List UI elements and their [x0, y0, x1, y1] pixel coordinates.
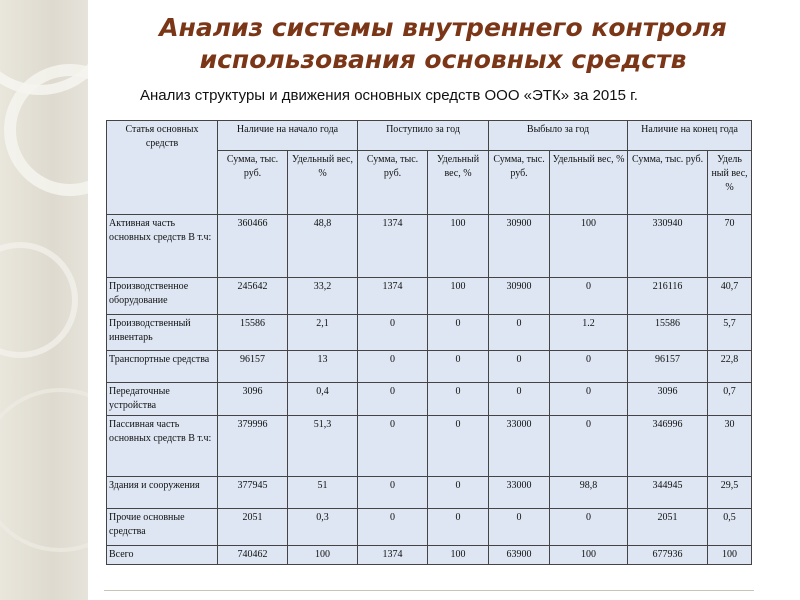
cell: 1374 — [358, 278, 428, 315]
cell: 0,5 — [708, 509, 752, 546]
header-share: Удельный вес, % — [288, 151, 358, 215]
table-row — [107, 315, 752, 351]
header-sum: Сумма, тыс. руб. — [489, 151, 550, 215]
header-share: Удель ный вес, % — [708, 151, 752, 215]
cell: 15586 — [628, 315, 708, 351]
cell: 48,8 — [288, 215, 358, 278]
cell: 2051 — [628, 509, 708, 546]
cell: 0 — [550, 278, 628, 315]
table-row — [107, 477, 752, 509]
cell: 0 — [428, 477, 489, 509]
cell: 13 — [288, 351, 358, 383]
cell: 30900 — [489, 278, 550, 315]
cell: 330940 — [628, 215, 708, 278]
cell: 360466 — [218, 215, 288, 278]
cell: 96157 — [628, 351, 708, 383]
header-group-end: Наличие на конец года — [628, 121, 752, 151]
cell: 1374 — [358, 215, 428, 278]
cell: 0 — [358, 416, 428, 477]
cell: 51,3 — [288, 416, 358, 477]
cell: 379996 — [218, 416, 288, 477]
cell: 0 — [428, 509, 489, 546]
cell: 98,8 — [550, 477, 628, 509]
cell: 0 — [550, 383, 628, 416]
table-row — [107, 351, 752, 383]
cell: 100 — [550, 546, 628, 565]
cell: 1.2 — [550, 315, 628, 351]
table-row-total — [107, 546, 752, 565]
header-sum: Сумма, тыс. руб. — [628, 151, 708, 215]
cell: 0 — [358, 315, 428, 351]
cell: 51 — [288, 477, 358, 509]
row-item: Пассивная часть основных средств В т.ч: — [107, 416, 218, 477]
table-row — [107, 215, 752, 278]
table-subtitle: Анализ структуры и движения основных средств ООО «ЭТК» за 2015 г. — [140, 87, 638, 104]
cell: 0 — [358, 383, 428, 416]
row-item: Прочие основные средства — [107, 509, 218, 546]
header-group-start: Наличие на начало года — [218, 121, 358, 151]
row-item: Всего — [107, 546, 218, 565]
cell: 15586 — [218, 315, 288, 351]
header-group-received: Поступило за год — [358, 121, 489, 151]
cell: 344945 — [628, 477, 708, 509]
cell: 33,2 — [288, 278, 358, 315]
cell: 100 — [428, 278, 489, 315]
cell: 3096 — [218, 383, 288, 416]
header-sum: Сумма, тыс. руб. — [218, 151, 288, 215]
cell: 30 — [708, 416, 752, 477]
cell: 33000 — [489, 477, 550, 509]
cell: 0 — [550, 416, 628, 477]
cell: 0,4 — [288, 383, 358, 416]
cell: 0 — [489, 351, 550, 383]
cell: 0 — [428, 383, 489, 416]
cell: 377945 — [218, 477, 288, 509]
cell: 0,3 — [288, 509, 358, 546]
cell: 3096 — [628, 383, 708, 416]
cell: 5,7 — [708, 315, 752, 351]
table-row — [107, 278, 752, 315]
decorative-side-band — [0, 0, 88, 600]
row-item: Здания и сооружения — [107, 477, 218, 509]
cell: 100 — [288, 546, 358, 565]
table-row — [107, 509, 752, 546]
cell: 0 — [358, 351, 428, 383]
row-item: Производственное оборудование — [107, 278, 218, 315]
cell: 70 — [708, 215, 752, 278]
cell: 677936 — [628, 546, 708, 565]
cell: 33000 — [489, 416, 550, 477]
cell: 63900 — [489, 546, 550, 565]
cell: 2051 — [218, 509, 288, 546]
cell: 0,7 — [708, 383, 752, 416]
cell: 0 — [428, 416, 489, 477]
cell: 1374 — [358, 546, 428, 565]
row-item: Производственный инвентарь — [107, 315, 218, 351]
cell: 0 — [428, 315, 489, 351]
cell: 346996 — [628, 416, 708, 477]
cell: 22,8 — [708, 351, 752, 383]
cell: 30900 — [489, 215, 550, 278]
cell: 100 — [428, 215, 489, 278]
cell: 0 — [489, 315, 550, 351]
header-item: Статья основных средств — [107, 121, 218, 215]
cell: 96157 — [218, 351, 288, 383]
cell: 100 — [550, 215, 628, 278]
fixed-assets-table — [106, 120, 752, 565]
header-share: Удельный вес, % — [428, 151, 489, 215]
header-sum: Сумма, тыс. руб. — [358, 151, 428, 215]
cell: 0 — [489, 383, 550, 416]
row-item: Передаточные устройства — [107, 383, 218, 416]
header-share: Удельный вес, % — [550, 151, 628, 215]
cell: 0 — [550, 509, 628, 546]
cell: 216116 — [628, 278, 708, 315]
cell: 245642 — [218, 278, 288, 315]
cell: 0 — [489, 509, 550, 546]
bottom-divider — [104, 590, 754, 591]
header-row-groups — [107, 121, 752, 151]
cell: 0 — [428, 351, 489, 383]
cell: 2,1 — [288, 315, 358, 351]
cell: 0 — [550, 351, 628, 383]
cell: 100 — [708, 546, 752, 565]
table-row — [107, 383, 752, 416]
slide-title: Анализ системы внутреннего контроля использования основных средств — [159, 13, 727, 74]
table-row — [107, 416, 752, 477]
decorative-circles — [0, 0, 88, 600]
cell: 100 — [428, 546, 489, 565]
cell: 29,5 — [708, 477, 752, 509]
cell: 740462 — [218, 546, 288, 565]
row-item: Активная часть основных средств В т.ч: — [107, 215, 218, 278]
row-item: Транспортные средства — [107, 351, 218, 383]
cell: 0 — [358, 509, 428, 546]
cell: 0 — [358, 477, 428, 509]
cell: 40,7 — [708, 278, 752, 315]
header-group-disposed: Выбыло за год — [489, 121, 628, 151]
